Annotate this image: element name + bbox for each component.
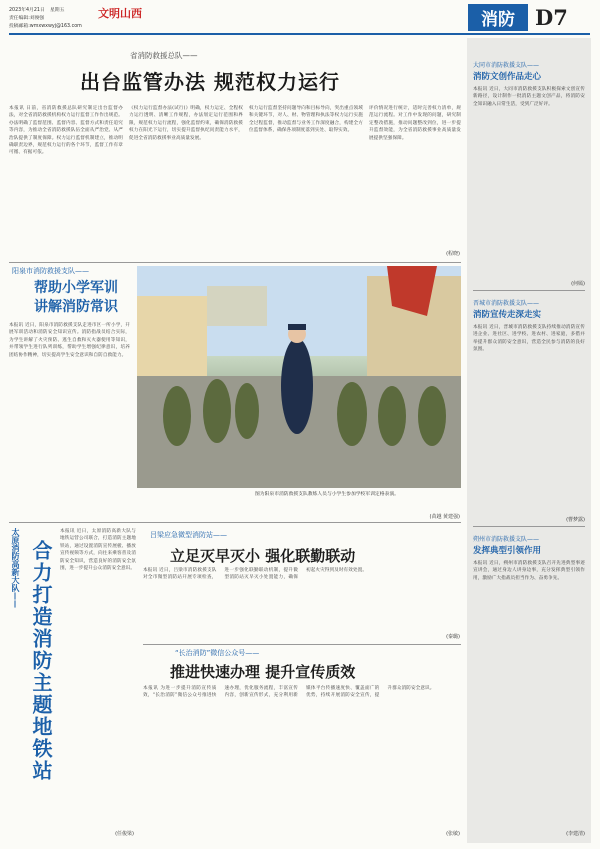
side-feature-kicker: 太原消防高新大队——: [11, 528, 20, 608]
masthead: [0, 0, 600, 40]
bottom-kicker: “长治消防”微信公众号——: [175, 649, 260, 657]
feature-caption: 图为阳泉市消防救援支队教练人员与小学生参加学校军训定格表演。: [255, 492, 399, 497]
lead-col-1: 本报讯 日前，省消防救援总队研究制定出台监督办法，对全省消防救援机构权力运行监督工作作出规范。办法明确了监督范围、监督内容、监督方式和责任追究等内容，为推动全省消防救援队伍全面从严治党、从严治队提供了制度保障。权力运行监督机制建立，推动明确职责边界，规范权力运行的各个环节，监督工作有章可循、有据可依。: [9, 106, 123, 156]
sidebar-title-2: 消防宣传走深走实: [473, 310, 542, 320]
lead-col-4: 评价情况进行统计，适时完善权力清单，规范运行流程。对工作中发现的问题，研究制定整改措施，推动问题整改到位，进一步提升监督效能，为全省消防救援事业高质量发展提供坚强保障。: [369, 106, 461, 141]
sidebar-author-2: (曹梦露): [566, 517, 585, 523]
sidebar-divider-2: [473, 526, 585, 527]
feature-title-line-1: 帮助小学军训: [34, 280, 118, 296]
feature-title-line-2: 讲解消防常识: [34, 299, 118, 315]
section-label: 消防: [468, 4, 528, 31]
sidebar-divider-1: [473, 290, 585, 291]
masthead-email: 投稿邮箱:wmxwxwyj@163.com: [9, 24, 82, 29]
sidebar-kicker-1: 大同市消防救援支队——: [473, 62, 540, 69]
masthead-date: 2023年4月21日: [9, 8, 45, 13]
sidebar: [467, 38, 591, 843]
sidebar-title-1: 消防文创作品走心: [473, 72, 542, 82]
feature-photo-graphic: [137, 266, 461, 488]
feature-photo: [137, 266, 461, 488]
sidebar-kicker-2: 晋城市消防救援支队——: [473, 300, 540, 307]
feature-kicker: 阳泉市消防救援支队——: [12, 267, 89, 275]
lead-col-3: 权力运行监督坚持问题导向和目标导向，突出重点领域和关键环节，对人、财、物管理和执法等权力运行实施全过程监督，推动监督与业务工作深度融合，构建全方位监督体系，确保各项制度落到实处、取得实效。: [249, 106, 363, 134]
mid-kicker: 吕梁应急微型消防站——: [150, 531, 227, 539]
masthead-weekday: 星期五: [50, 8, 65, 13]
bottom-author: (张敏): [446, 831, 460, 837]
sidebar-body-1: 本报讯 近日，大同市消防救援支队积极探索文创宣传新路径，设计制作一批消防主题文创产品，将消防安全知识融入日常生活，受到广泛好评。: [473, 87, 585, 107]
lead-author: (程晓): [446, 251, 460, 257]
paper-name: 文明山西: [98, 7, 142, 20]
mid-headline: 立足灭早灭小 强化联勤联动: [170, 547, 356, 565]
lead-col-2: 《权力运行监督办法(试行)》明确，权力运定、全程权力运行透明、清晰工作规程，办法划定运行范围和界限，规范权力运行流程，强化监督约束，确保消防救援权力在阳光下运行，切实提升监督执纪问责能力水平，促进全省消防救援事业高质量发展。: [129, 106, 243, 141]
feature-author: (苗越 黄建强): [429, 514, 460, 520]
lead-divider: [9, 262, 461, 263]
sidebar-body-2: 本报讯 近日，晋城市消防救援支队持续推动消防宣传进企业、进社区、进学校、进农村、进家庭，多措并举提升群众消防安全意识，营造全民参与消防的良好氛围。: [473, 325, 585, 353]
bottom-headline: 推进快速办理 提升宣传质效: [170, 663, 356, 681]
sidebar-body-3: 本报讯 近日，朔州市消防救援支队召开先进典型事迹宣讲会，通过身边人讲身边事，充分发挥典型引领作用，激励广大指战员担当作为、奋勇争先。: [473, 561, 585, 581]
feature-body: 本报讯 近日，阳泉市消防救援支队走进市区一所小学，开展军训活动和消防安全知识宣传。消防指战员结合实际，为学生讲解了火灾预防、逃生自救和灭火器使用等知识，并带领学生进行队列训练，帮助学生增强纪律意识，培养团结协作精神，切实提高学生安全意识和自防自救能力。: [9, 323, 130, 358]
sidebar-title-3: 发挥典型引领作用: [473, 546, 542, 556]
page-number: D7: [535, 5, 568, 30]
sidebar-author-3: (李建清): [566, 831, 585, 837]
side-feature-author: (任俊梁): [115, 831, 134, 837]
sidebar-author-1: (何嫣): [571, 281, 585, 287]
mid-body: 本报讯 近日，吕梁市消防救援支队对全市微型消防站开展专项检查，进一步强化联勤联动机制，提升微型消防站灭早灭小处置能力，确保初起火灾得到及时有效处置。: [143, 568, 368, 581]
side-feature-title: 合力打造消防主题地铁站: [29, 540, 53, 782]
mid-divider: [143, 644, 461, 645]
side-feature-body: 本报讯 近日，太原消防高新大队与地铁运营公司联合，打造消防主题地铁站，通过设置消防宣传展板、播放宣传视频等方式，向往来乘客普及消防安全知识，营造良好的消防安全氛围，进一步提升公众消防安全意识。: [60, 529, 136, 572]
mid-author: (秦璐): [446, 634, 460, 640]
lead-headline: 出台监管办法 规范权力运行: [80, 70, 340, 94]
masthead-rule: [9, 33, 590, 35]
sidebar-kicker-3: 朔州市消防救援支队——: [473, 536, 540, 543]
bottom-body: 本报讯 为进一步提升消防宣传质效，“长治消防”微信公众号推进快速办理，优化服务流程，丰富宣传内容，创新宣传形式，充分利用新媒体平台传播速度快、覆盖面广的优势，持续开展消防安全宣传，提升群众消防安全意识。: [143, 686, 435, 699]
feature-divider: [9, 522, 461, 523]
masthead-editor: 责任编辑:刘俊强: [9, 16, 45, 21]
lead-kicker: 省消防救援总队——: [130, 51, 198, 60]
